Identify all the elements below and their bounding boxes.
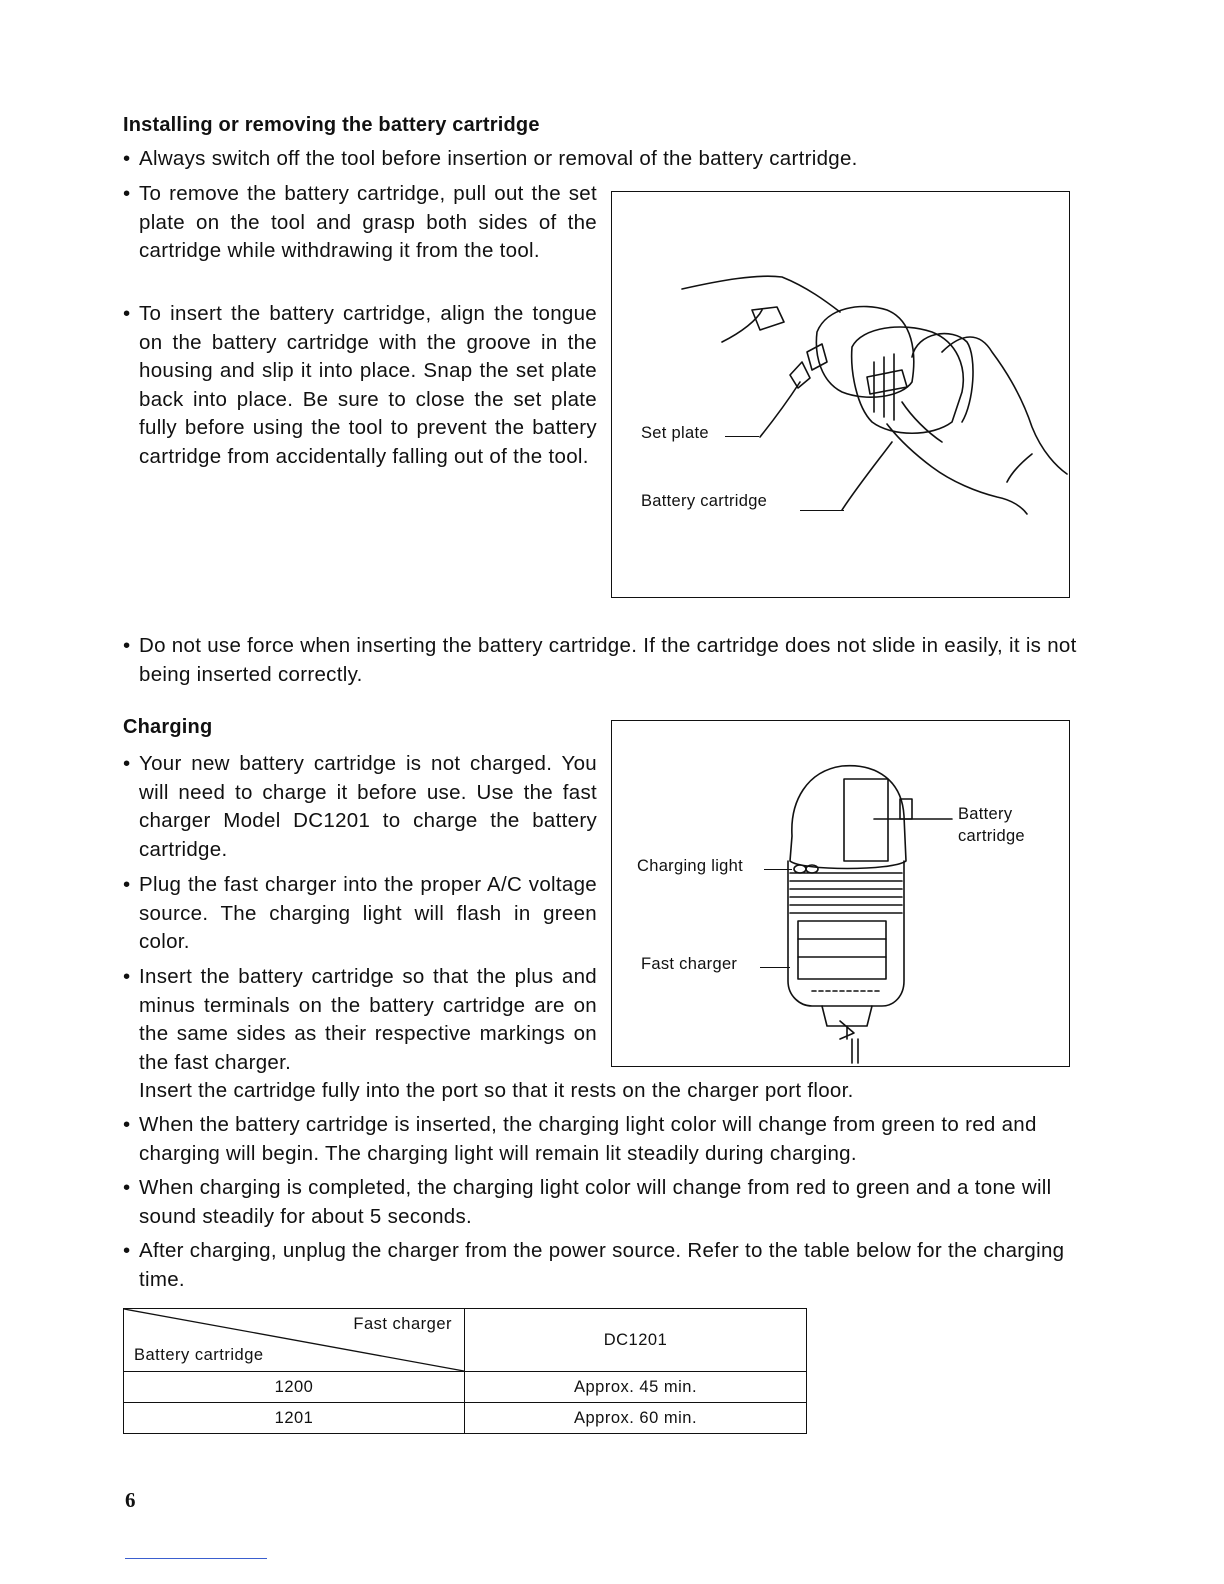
table-header-model: DC1201	[465, 1309, 807, 1372]
header-battery-cartridge: Battery cartridge	[134, 1346, 264, 1364]
table-cell-time: Approx. 60 min.	[465, 1403, 807, 1434]
leader-line	[800, 510, 844, 511]
table-cell-battery: 1201	[124, 1403, 465, 1434]
label-cartridge: cartridge	[958, 827, 1025, 845]
label-battery: Battery	[958, 805, 1013, 823]
bullet-text: To remove the battery cartridge, pull out the set plate on the tool and grasp both sides of the cartridge while withdrawing it from the tool.	[139, 182, 597, 263]
charging-time-table	[123, 1308, 807, 1434]
bullet-dot: •	[123, 752, 131, 775]
bullet-unplug	[123, 1237, 1089, 1294]
bullet-switch-off	[123, 145, 1079, 174]
bullet-text: Always switch off the tool before insertion or removal of the battery cartridge.	[139, 147, 858, 170]
bullet-text: Your new battery cartridge is not charged. You will need to charge it before use. Use the fast charger Model DC1201 to charge the battery cartridge.	[139, 752, 597, 861]
bullet-text: When the battery cartridge is inserted, the charging light color will change from green to red and charging will begin. The charging light will remain lit steadily during charging.	[139, 1113, 1037, 1165]
bullet-dot: •	[123, 302, 131, 325]
bullet-remove	[123, 180, 597, 266]
bullet-completed	[123, 1174, 1089, 1231]
bullet-text: When charging is completed, the charging light color will change from red to green and a tone will sound steadily for about 5 seconds.	[139, 1176, 1052, 1228]
figure-battery-insertion	[611, 191, 1070, 598]
figure-fast-charger	[611, 720, 1070, 1067]
bullet-dot: •	[123, 1113, 131, 1136]
bullet-light-change	[123, 1111, 1089, 1168]
bullet-text: Insert the cartridge fully into the port so that it rests on the charger port floor.	[139, 1079, 854, 1102]
charger-illustration	[612, 721, 1069, 1066]
table-row	[124, 1372, 807, 1403]
bullet-no-force	[123, 632, 1089, 689]
bullet-not-charged	[123, 750, 597, 864]
leader-line	[764, 869, 792, 870]
label-charging-light: Charging light	[637, 857, 744, 875]
label-fast-charger: Fast charger	[641, 955, 738, 973]
table-row	[124, 1403, 807, 1434]
label-battery-cartridge: Battery cartridge	[641, 492, 768, 510]
footer-rule	[125, 1558, 267, 1559]
bullet-dot: •	[123, 634, 131, 657]
bullet-dot: •	[123, 147, 131, 170]
page-number: 6	[125, 1488, 136, 1512]
bullet-text: Do not use force when inserting the battery cartridge. If the cartridge does not slide in easily, it is not being inserted correctly.	[139, 634, 1077, 686]
table-header-diagonal-cell	[124, 1309, 465, 1372]
leader-line	[725, 436, 759, 437]
bullet-terminals	[123, 963, 597, 1077]
table-cell-time: Approx. 45 min.	[465, 1372, 807, 1403]
bullet-dot: •	[123, 1239, 131, 1262]
bullet-dot: •	[123, 965, 131, 988]
bullet-dot: •	[123, 873, 131, 896]
bullet-text: After charging, unplug the charger from the power source. Refer to the table below for the charging time.	[139, 1239, 1065, 1291]
bullet-text: To insert the battery cartridge, align the tongue on the battery cartridge with the groove in the housing and slip it into place. Snap the set plate back into place. Be sure to close the set plate fully before using the tool to prevent the battery cartridge from accidentally falling out of the tool.	[139, 302, 597, 468]
section-heading-installing: Installing or removing the battery cartridge	[123, 114, 540, 136]
leader-line	[760, 967, 790, 968]
bullet-dot: •	[123, 1176, 131, 1199]
label-set-plate: Set plate	[641, 424, 709, 442]
table-header-row	[124, 1309, 807, 1372]
table-cell-battery: 1200	[124, 1372, 465, 1403]
bullet-dot: •	[123, 182, 131, 205]
bullet-plug-in	[123, 871, 597, 957]
bullet-text: Plug the fast charger into the proper A/C voltage source. The charging light will flash in green color.	[139, 873, 597, 954]
bullet-insert	[123, 300, 597, 472]
hand-battery-illustration	[612, 192, 1069, 597]
bullet-terminals-cont	[123, 1077, 1089, 1106]
section-heading-charging: Charging	[123, 716, 213, 738]
bullet-text: Insert the battery cartridge so that the plus and minus terminals on the battery cartridge are on the same sides as their respective markings on the fast charger.	[139, 965, 597, 1074]
header-fast-charger: Fast charger	[353, 1315, 452, 1333]
